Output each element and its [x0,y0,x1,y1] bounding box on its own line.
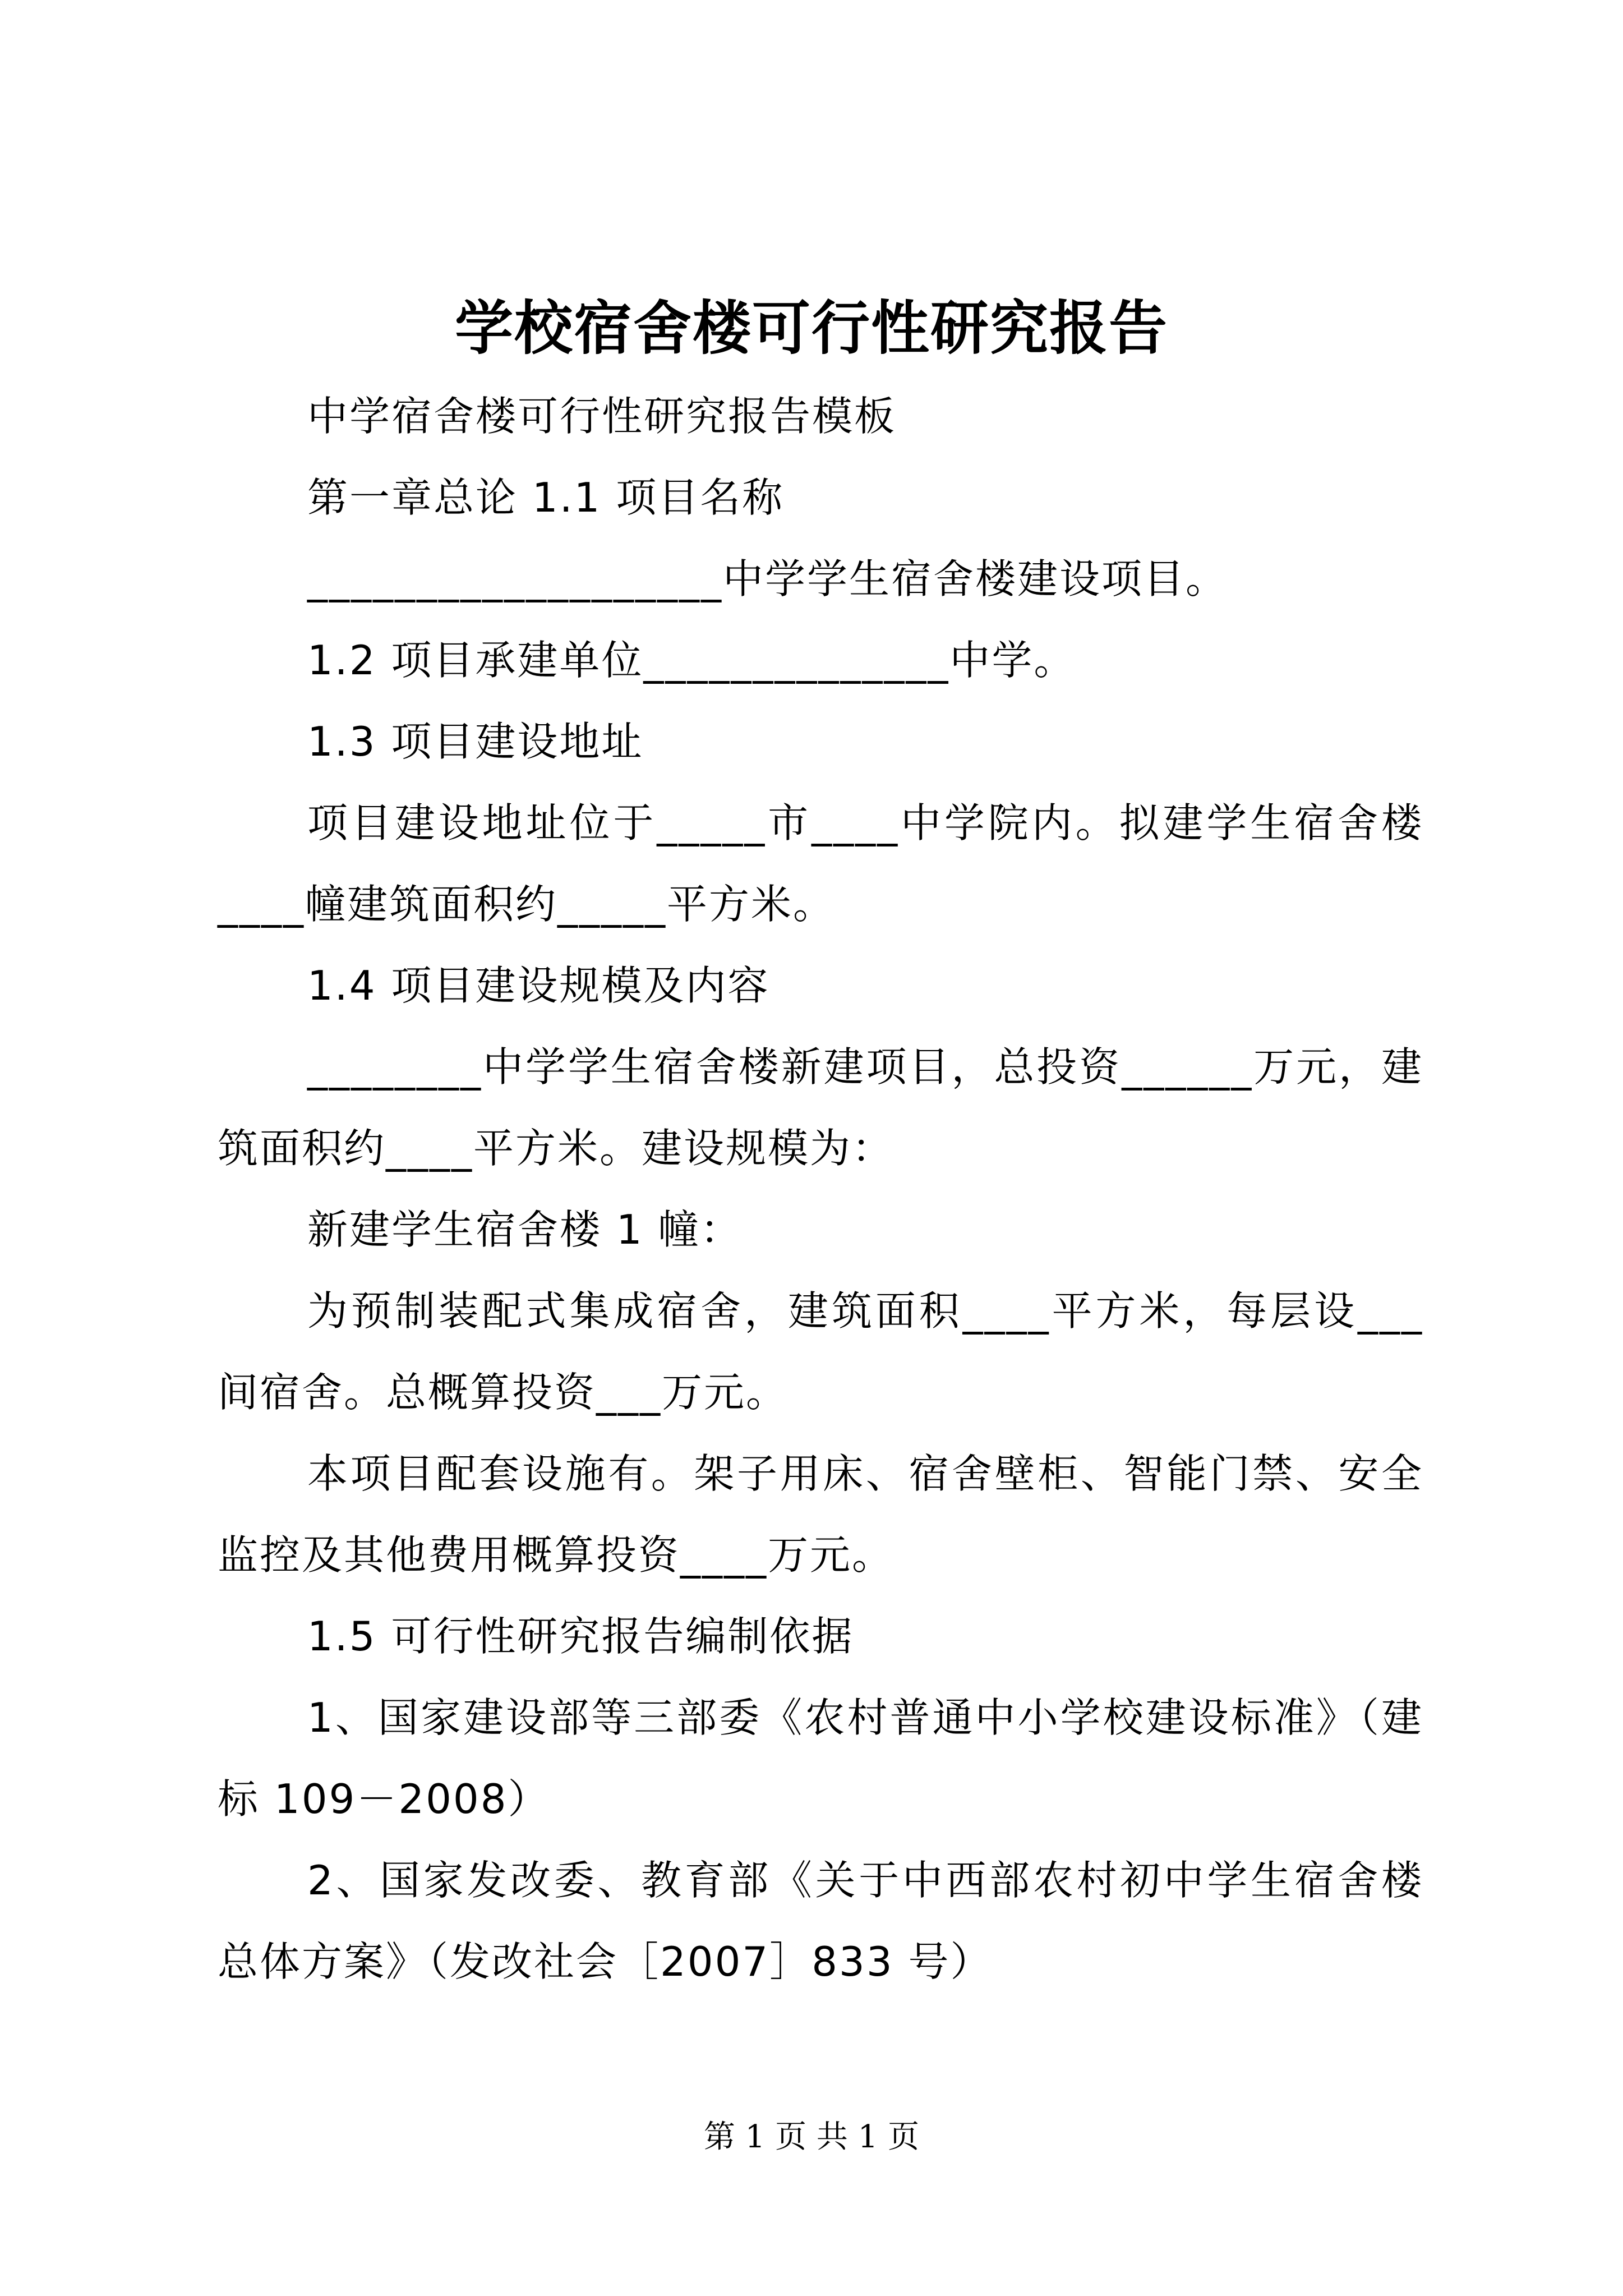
paragraph-basis-2: 2、国家发改委、教育部《关于中西部农村初中学生宿舍楼总体方案》（发改社会［2007］833 号） [218,1857,1423,1985]
paragraph-address: 项目建设地址位于_____市____中学院内。拟建学生宿舍楼____幢建筑面积约_____平方米。 [218,799,1423,928]
document-body [218,376,1423,2003]
paragraph-prefab: 为预制装配式集成宿舍，建筑面积____平方米，每层设___间宿舍。总概算投资___万元。 [218,1287,1423,1416]
paragraph-new-building: 新建学生宿舍楼 1 幢： [307,1206,743,1253]
paragraph-subtitle: 中学宿舍楼可行性研究报告模板 [307,393,897,440]
paragraph-address-heading: 1.3 项目建设地址 [307,718,644,765]
paragraph-basis-heading: 1.5 可行性研究报告编制依据 [307,1613,854,1660]
paragraph-facilities: 本项目配套设施有。架子用床、宿舍壁柜、智能门禁、安全监控及其他费用概算投资____万元。 [218,1450,1423,1579]
paragraph-basis-1: 1、国家建设部等三部委《农村普通中小学校建设标准》（建标 109－2008） [218,1694,1423,1823]
paragraph-chapter-heading: 第一章总论 1.1 项目名称 [307,474,785,521]
paragraph-project-name: ___________________中学学生宿舍楼建设项目。 [307,555,1228,602]
paragraph-scale: ________中学学生宿舍楼新建项目，总投资______万元，建筑面积约____平方米。建设规模为： [218,1043,1423,1172]
page-footer: 第 1 页 共 1 页 [703,2119,920,2155]
document-title: 学校宿舍楼可行性研究报告 [454,293,1168,362]
paragraph-contractor: 1.2 项目承建单位______________中学。 [307,637,1076,684]
paragraph-scale-heading: 1.4 项目建设规模及内容 [307,962,770,1009]
